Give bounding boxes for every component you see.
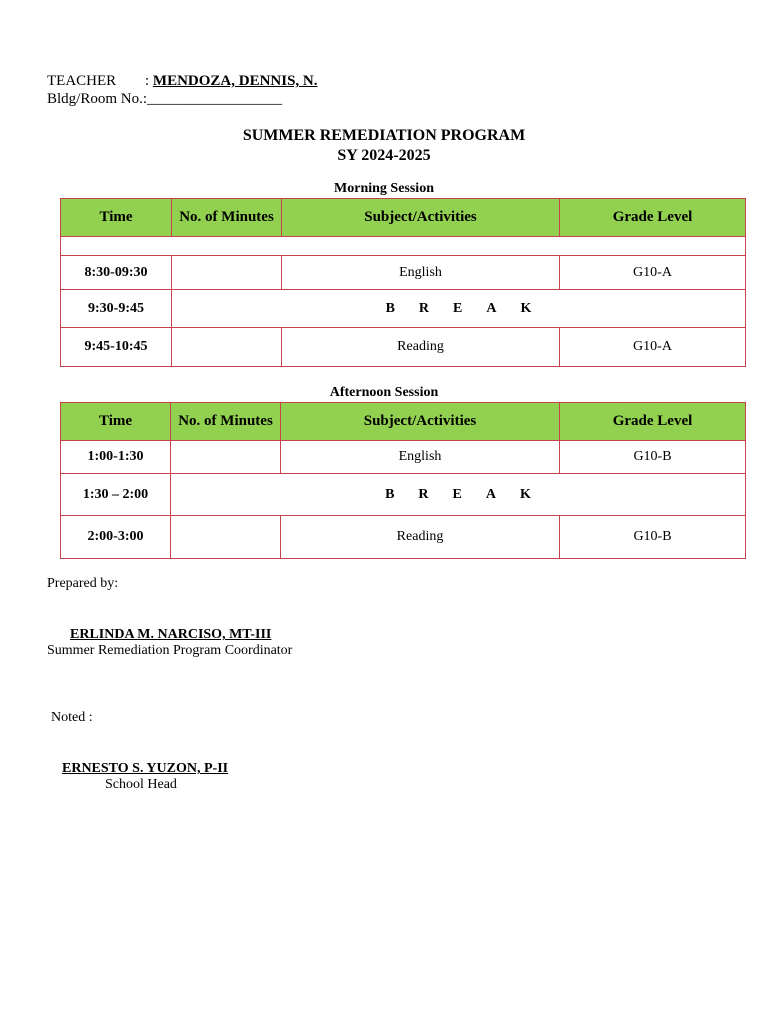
bldg-room-label: Bldg/Room No.: (47, 91, 148, 107)
time-cell: 1:00-1:30 (61, 441, 171, 474)
break-cell (172, 290, 746, 328)
noted-label: Noted : (51, 710, 93, 725)
break-letter: K (520, 486, 531, 502)
column-header-minutes: No. of Minutes (171, 403, 281, 441)
teacher-label: TEACHER (47, 73, 117, 89)
break-letter: K (520, 300, 532, 316)
time-cell: 8:30-09:30 (61, 256, 172, 290)
table-row-break (61, 474, 746, 516)
break-letter: B (385, 300, 395, 316)
bldg-room-line (47, 90, 282, 108)
table-row (61, 256, 746, 290)
grade-cell: G10-A (560, 256, 746, 290)
column-header-minutes: No. of Minutes (172, 199, 282, 237)
bldg-room-blank: __________________ (147, 91, 283, 107)
prepared-by-label: Prepared by: (47, 576, 119, 591)
column-header-subject: Subject/Activities (281, 403, 560, 441)
teacher-line (47, 72, 318, 90)
afternoon-header-row (61, 403, 746, 441)
spacer-cell (61, 237, 746, 256)
page-title: SUMMER REMEDIATION PROGRAM (242, 127, 526, 144)
school-year: SY 2024-2025 (337, 147, 431, 164)
minutes-cell (172, 328, 282, 367)
morning-schedule-table (60, 198, 746, 367)
grade-cell: G10-A (560, 328, 746, 367)
break-cell (171, 474, 746, 516)
subject-cell: English (281, 441, 560, 474)
time-cell: 9:30-9:45 (61, 290, 172, 328)
noted-by-role: School Head (105, 777, 177, 792)
subject-cell: Reading (282, 328, 560, 367)
prepared-by-role: Summer Remediation Program Coordinator (47, 643, 293, 658)
table-row (61, 328, 746, 367)
time-cell: 2:00-3:00 (61, 516, 171, 559)
column-header-grade: Grade Level (560, 199, 746, 237)
table-row (61, 441, 746, 474)
table-spacer-row (61, 237, 746, 256)
prepared-by-name: ERLINDA M. NARCISO, MT-III (70, 627, 272, 642)
column-header-time: Time (61, 403, 171, 441)
morning-session-label: Morning Session (334, 181, 434, 196)
subject-cell: Reading (281, 516, 560, 559)
column-header-time: Time (61, 199, 172, 237)
table-row (61, 516, 746, 559)
morning-header-row (61, 199, 746, 237)
break-letter: R (418, 486, 429, 502)
afternoon-session-label: Afternoon Session (329, 385, 439, 400)
grade-cell: G10-B (560, 441, 746, 474)
minutes-cell (172, 256, 282, 290)
afternoon-schedule-table (60, 402, 746, 559)
break-letter: E (452, 486, 462, 502)
teacher-separator: : (145, 73, 150, 89)
teacher-name: MENDOZA, DENNIS, N. (152, 73, 318, 89)
break-letter: E (453, 300, 463, 316)
column-header-subject: Subject/Activities (282, 199, 560, 237)
break-letter: R (418, 300, 430, 316)
subject-cell: English (282, 256, 560, 290)
table-row-break (61, 290, 746, 328)
time-cell: 9:45-10:45 (61, 328, 172, 367)
break-letter: B (385, 486, 395, 502)
break-letter: A (485, 486, 497, 502)
minutes-cell (171, 441, 281, 474)
time-cell: 1:30 – 2:00 (61, 474, 171, 516)
break-letter: A (486, 300, 497, 316)
column-header-grade: Grade Level (560, 403, 746, 441)
noted-by-name: ERNESTO S. YUZON, P-II (62, 761, 229, 776)
grade-cell: G10-B (560, 516, 746, 559)
minutes-cell (171, 516, 281, 559)
